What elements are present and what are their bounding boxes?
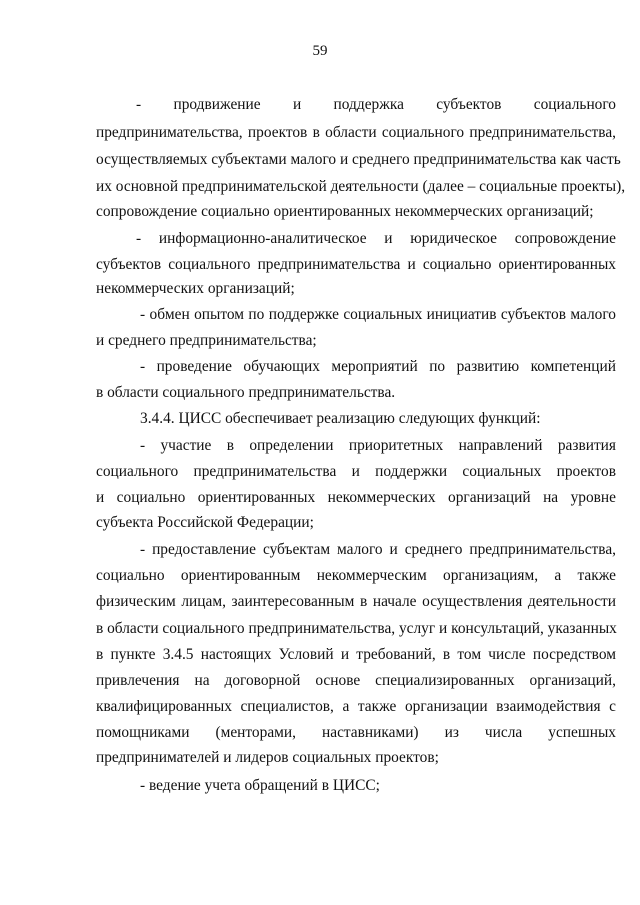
paragraph-4-line-1: - проведение обучающих мероприятий по развитию компетенций (140, 358, 616, 375)
paragraph-7-line-6: привлечения на договорной основе специализированных организаций, (96, 672, 616, 689)
paragraph-1-line-2: предпринимательства, проектов в области социального предпринимательства, (96, 124, 616, 141)
paragraph-1-line-1: - продвижение и поддержка субъектов социального (136, 96, 616, 113)
paragraph-7-line-5: в пункте 3.4.5 настоящих Условий и требований, в том числе посредством (96, 646, 616, 663)
paragraph-1-line-5: сопровождение социально ориентированных некоммерческих организаций; (96, 203, 594, 220)
paragraph-7-line-4: в области социального предпринимательства, услуг и консультаций, указанных (96, 620, 617, 637)
paragraph-8-line-1: - ведение учета обращений в ЦИСС; (140, 777, 380, 794)
paragraph-6-line-4: субъекта Российской Федерации; (96, 514, 314, 531)
paragraph-7-line-8: помощниками (менторами, наставниками) из числа успешных (96, 724, 616, 741)
paragraph-7-line-9: предпринимателей и лидеров социальных проектов; (96, 749, 439, 766)
paragraph-6-line-1: - участие в определении приоритетных направлений развития (140, 437, 616, 454)
paragraph-7-line-7: квалифицированных специалистов, а также организации взаимодействия с (96, 698, 616, 715)
paragraph-2-line-1: - информационно-аналитическое и юридическое сопровождение (136, 230, 616, 247)
paragraph-7-line-3: физическим лицам, заинтересованным в начале осуществления деятельности (96, 593, 616, 610)
paragraph-2-line-3: некоммерческих организаций; (96, 280, 295, 297)
paragraph-6-line-2: социального предпринимательства и поддержки социальных проектов (96, 463, 616, 480)
paragraph-1-line-4: их основной предпринимательской деятельности (далее – социальные проекты), (96, 178, 626, 195)
paragraph-6-line-3: и социально ориентированных некоммерческих организаций на уровне (96, 489, 616, 506)
paragraph-3-line-2: и среднего предпринимательства; (96, 332, 317, 349)
paragraph-4-line-2: в области социального предпринимательства. (96, 384, 396, 401)
paragraph-1-line-3: осуществляемых субъектами малого и среднего предпринимательства как часть (96, 151, 621, 168)
paragraph-3-line-1: - обмен опытом по поддержке социальных инициатив субъектов малого (140, 306, 616, 323)
paragraph-7-line-1: - предоставление субъектам малого и среднего предпринимательства, (140, 541, 616, 558)
paragraph-2-line-2: субъектов социального предпринимательства и социально ориентированных (96, 256, 616, 273)
paragraph-7-line-2: социально ориентированным некоммерческим организациям, а также (96, 567, 616, 584)
page-number: 59 (312, 43, 328, 59)
section-3-4-4-heading: 3.4.4. ЦИСС обеспечивает реализацию следующих функций: (140, 410, 541, 427)
